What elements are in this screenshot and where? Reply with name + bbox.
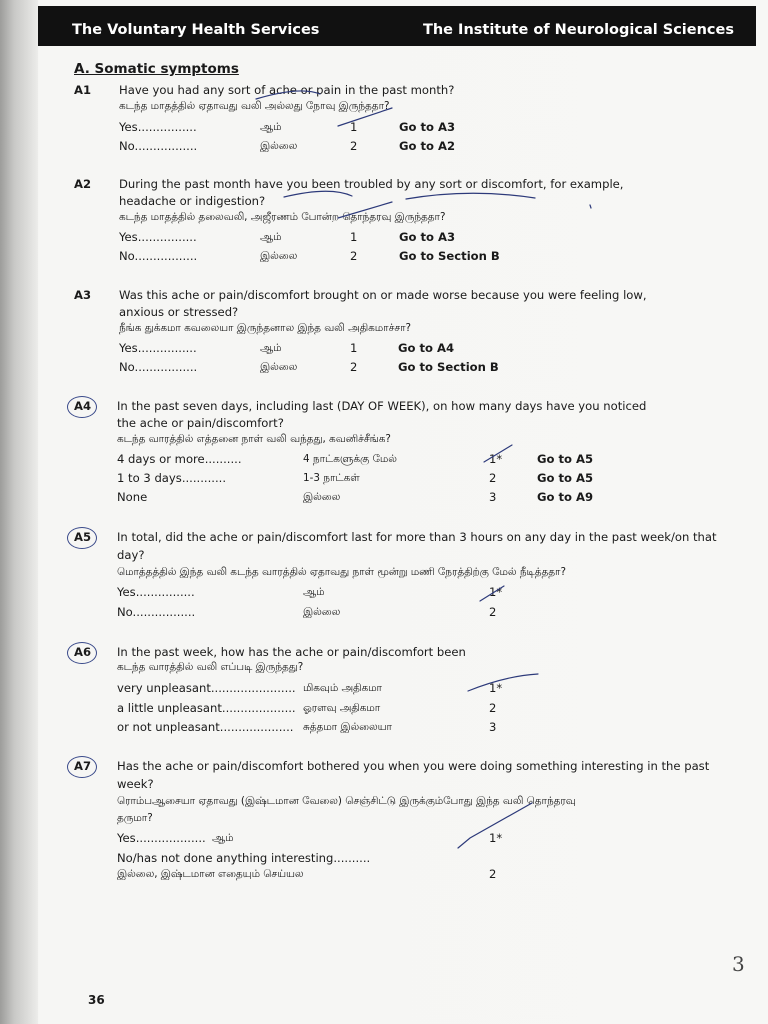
- section-title: A. Somatic symptoms: [74, 61, 239, 77]
- option-tamil: இல்லை: [260, 361, 298, 373]
- option-label: 4 days or more..........: [117, 452, 242, 466]
- question-a3-text-cont: anxious or stressed?: [119, 305, 239, 319]
- option-tamil: இல்லை: [303, 491, 341, 503]
- tick-mark: [484, 445, 512, 462]
- question-a5-tamil: மொத்தத்தில் இந்த வலி கடந்த வாரத்தில் ஏதாவது நாள் மூன்று மணி நேரத்திற்கு மேல் நீடித்ததா?: [117, 566, 566, 578]
- option-code: 2: [489, 605, 497, 619]
- option-code: 2: [489, 867, 497, 881]
- option-tamil: சுத்தமா இல்லையா: [303, 721, 392, 733]
- option-tamil: ஆம்: [212, 832, 234, 844]
- question-id-a7: A7: [74, 759, 92, 773]
- option-tamil: இல்லை: [303, 606, 341, 618]
- tick-mark: [480, 586, 504, 601]
- option-code: 2: [350, 249, 358, 263]
- question-a7-text-cont: week?: [117, 777, 154, 791]
- pen-underline: [284, 191, 352, 197]
- option-code: 1*: [489, 585, 503, 599]
- pen-dot: [590, 205, 591, 208]
- question-a4-tamil: கடந்த வாரத்தில் எத்தனை நாள் வலி வந்தது, கவனிச்சீங்க?: [117, 433, 391, 445]
- question-a2-text-cont: headache or indigestion?: [119, 194, 266, 208]
- option-code: 3: [489, 720, 497, 734]
- option-label: No.................: [119, 249, 198, 263]
- question-a7-tamil: ரொம்பஆசையா ஏதாவது (இஷ்டமான வேலை) செஞ்சிட்டு இருக்கும்போது இந்த வலி தொந்தரவு: [117, 795, 576, 807]
- skip-instruction: Go to A3: [399, 230, 456, 244]
- skip-instruction: Go to A5: [537, 452, 594, 466]
- option-tamil: இல்லை, இஷ்டமான எதையும் செய்யல: [117, 868, 304, 880]
- option-code: 1: [350, 230, 358, 244]
- question-id-a4: A4: [74, 399, 92, 413]
- option-tamil: ஆம்: [260, 342, 282, 354]
- question-a5-text: In total, did the ache or pain/discomfort last for more than 3 hours on any day in the past week/on that: [117, 530, 717, 544]
- question-a3-tamil: நீங்க துக்கமா கவலையா இருந்தனால இந்த வலி அதிகமாச்சா?: [119, 322, 412, 334]
- question-id-a1: A1: [74, 83, 92, 97]
- skip-instruction: Go to Section B: [398, 360, 499, 374]
- option-code: 2: [489, 701, 497, 715]
- option-code: 3: [489, 490, 497, 504]
- option-label: a little unpleasant....................: [117, 701, 296, 715]
- handwritten-page-number: 3: [732, 952, 745, 976]
- header-right-title: The Institute of Neurological Sciences: [422, 22, 734, 38]
- question-a1-text: Have you had any sort of ache or pain in the past month?: [119, 83, 455, 97]
- option-label: Yes................: [119, 341, 197, 355]
- skip-instruction: Go to A3: [399, 120, 456, 134]
- question-a1-tamil: கடந்த மாதத்தில் ஏதாவது வலி அல்லது நோவு இருந்ததா?: [119, 100, 390, 112]
- skip-instruction: Go to A9: [537, 490, 594, 504]
- pen-underline: [406, 193, 535, 199]
- option-tamil: இல்லை: [260, 140, 298, 152]
- option-label: 1 to 3 days............: [117, 471, 227, 485]
- option-label: No/has not done anything interesting..........: [117, 851, 371, 865]
- tick-mark: [338, 108, 392, 126]
- question-id-a3: A3: [74, 288, 92, 302]
- option-label: Yes...................: [117, 831, 206, 845]
- option-tamil: 1-3 நாட்கள்: [303, 472, 360, 484]
- question-a4-text: In the past seven days, including last (DAY OF WEEK), on how many days have you noticed: [117, 399, 647, 413]
- tick-mark: [458, 803, 532, 848]
- tick-mark: [338, 202, 392, 218]
- question-a5-text-cont: day?: [117, 548, 145, 562]
- question-id-a2: A2: [74, 177, 92, 191]
- question-a6-text: In the past week, how has the ache or pain/discomfort been: [117, 645, 466, 659]
- option-label: No.................: [117, 605, 196, 619]
- option-label: Yes................: [119, 230, 197, 244]
- option-tamil: ஓரளவு அதிகமா: [303, 702, 381, 714]
- option-code: 1*: [489, 681, 503, 695]
- option-tamil: ஆம்: [303, 586, 325, 598]
- tick-mark: [468, 674, 538, 691]
- option-code: 2: [489, 471, 497, 485]
- skip-instruction: Go to Section B: [399, 249, 500, 263]
- option-label: None: [117, 490, 148, 504]
- option-label: very unpleasant.......................: [117, 681, 296, 695]
- question-a2-tamil: கடந்த மாதத்தில் தலைவலி, அஜீரணம் போன்ற தொந்தரவு இருந்ததா?: [119, 211, 446, 223]
- question-a2-text: During the past month have you been troubled by any sort or discomfort, for example,: [119, 177, 624, 191]
- option-code: 1: [350, 341, 358, 355]
- option-label: No.................: [119, 139, 198, 153]
- skip-instruction: Go to A5: [537, 471, 594, 485]
- pen-underline: [256, 91, 320, 99]
- header-left-title: The Voluntary Health Services: [72, 22, 320, 38]
- option-label: Yes................: [119, 120, 197, 134]
- skip-instruction: Go to A2: [399, 139, 456, 153]
- question-id-a6: A6: [74, 645, 92, 659]
- option-tamil: மிகவும் அதிகமா: [303, 682, 382, 694]
- question-a6-tamil: கடந்த வாரத்தில் வலி எப்படி இருந்தது?: [117, 661, 304, 673]
- option-tamil: இல்லை: [260, 250, 298, 262]
- question-a7-text: Has the ache or pain/discomfort bothered you when you were doing something interesting in the past: [117, 759, 710, 773]
- option-code: 1: [350, 120, 358, 134]
- skip-instruction: Go to A4: [398, 341, 455, 355]
- question-a7-tamil-cont: தருமா?: [117, 812, 153, 824]
- option-code: 2: [350, 360, 358, 374]
- option-tamil: ஆம்: [260, 231, 282, 243]
- option-label: Yes................: [117, 585, 195, 599]
- option-code: 1*: [489, 452, 503, 466]
- option-code: 1*: [489, 831, 503, 845]
- question-a4-text-cont: the ache or pain/discomfort?: [117, 416, 284, 430]
- option-tamil: 4 நாட்களுக்கு மேல்: [303, 453, 397, 465]
- option-label: or not unpleasant....................: [117, 720, 294, 734]
- question-id-a5: A5: [74, 530, 92, 544]
- option-tamil: ஆம்: [260, 121, 282, 133]
- option-label: No.................: [119, 360, 198, 374]
- question-a3-text: Was this ache or pain/discomfort brought on or made worse because you were feeling low,: [119, 288, 647, 302]
- page-number: 36: [88, 993, 105, 1007]
- option-code: 2: [350, 139, 358, 153]
